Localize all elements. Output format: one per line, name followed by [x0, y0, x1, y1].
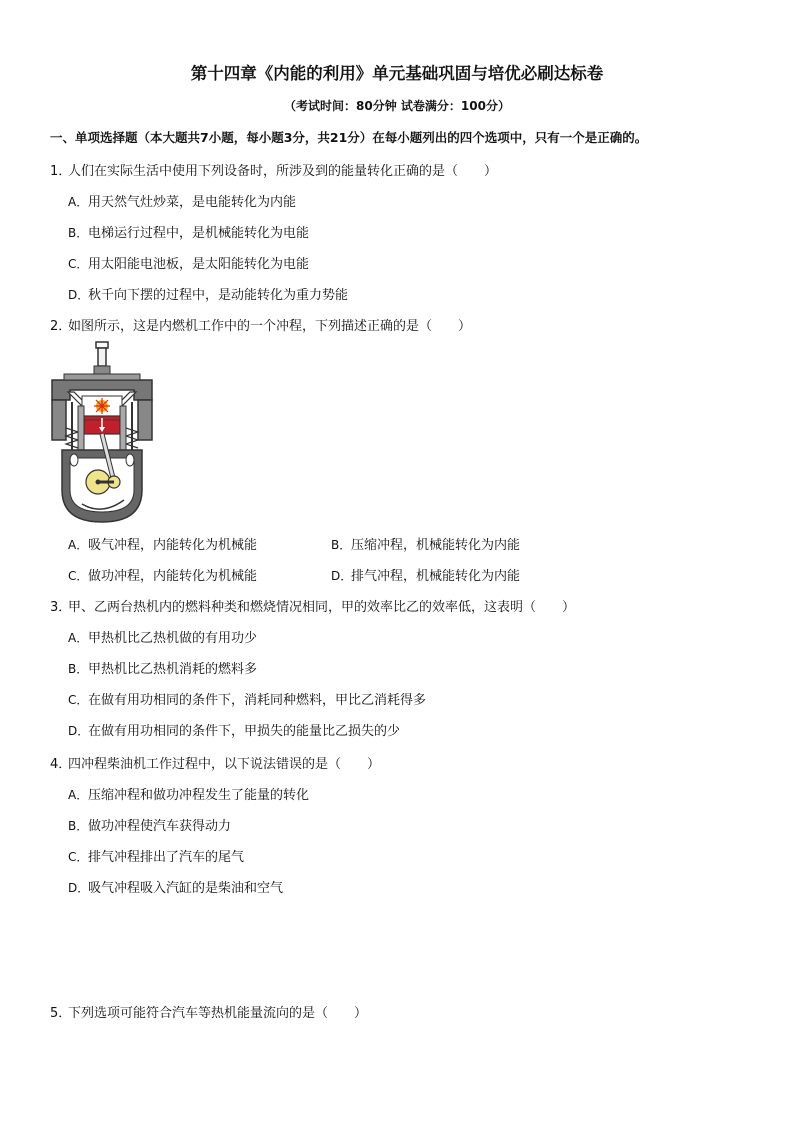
question-3-option-a: A．甲热机比乙热机做的有用功少	[68, 631, 258, 646]
question-stem: 甲、乙两台热机内的燃料种类和燃烧情况相同，甲的效率比乙的效率低，这表明（ ）	[68, 600, 576, 615]
engine-cylinder-diagram	[48, 340, 158, 525]
question-2-option-a: A．吸气冲程，内能转化为机械能	[68, 538, 258, 553]
question-2-option-b: B．压缩冲程，机械能转化为内能	[331, 538, 521, 553]
question-4-option-a: A．压缩冲程和做功冲程发生了能量的转化	[68, 788, 310, 803]
question-number: 2．	[50, 319, 72, 334]
question-1-option-c: C．用太阳能电池板，是太阳能转化为电能	[68, 257, 310, 272]
page-title: 第十四章《内能的利用》单元基础巩固与培优必刷达标卷	[190, 64, 604, 83]
question-4-option-c: C．排气冲程排出了汽车的尾气	[68, 850, 245, 865]
question-4-option-b: B．做功冲程使汽车获得动力	[68, 819, 232, 834]
question-2-option-c: C．做功冲程，内能转化为机械能	[68, 569, 258, 584]
question-1-option-b: B．电梯运行过程中，是机械能转化为电能	[68, 226, 310, 241]
question-stem: 下列选项可能符合汽车等热机能量流向的是（ ）	[68, 1006, 368, 1021]
question-3	[50, 596, 575, 615]
question-stem: 四冲程柴油机工作过程中，以下说法错误的是（ ）	[68, 757, 381, 772]
question-1	[50, 160, 497, 179]
question-5	[50, 1002, 367, 1021]
question-3-option-d: D．在做有用功相同的条件下，甲损失的能量比乙损失的少	[68, 724, 401, 739]
question-number: 4．	[50, 757, 72, 772]
question-1-option-a: A．用天然气灶炒菜，是电能转化为内能	[68, 195, 297, 210]
question-stem: 人们在实际生活中使用下列设备时，所涉及到的能量转化正确的是（ ）	[68, 164, 498, 179]
section-heading: 一、单项选择题（本大题共7小题，每小题3分，共21分）在每小题列出的四个选项中，只有一个是正确的。	[50, 130, 648, 145]
question-number: 1．	[50, 164, 72, 179]
question-2	[50, 315, 471, 334]
question-3-option-b: B．甲热机比乙热机消耗的燃料多	[68, 662, 258, 677]
question-4	[50, 753, 380, 772]
question-4-option-d: D．吸气冲程吸入汽缸的是柴油和空气	[68, 881, 284, 896]
question-1-option-d: D．秋千向下摆的过程中，是动能转化为重力势能	[68, 288, 349, 303]
question-number: 5．	[50, 1006, 72, 1021]
question-number: 3．	[50, 600, 72, 615]
question-stem: 如图所示，这是内燃机工作中的一个冲程，下列描述正确的是（ ）	[68, 319, 472, 334]
question-2-option-d: D．排气冲程，机械能转化为内能	[331, 569, 521, 584]
exam-info: （考试时间：80分钟 试卷满分：100分）	[284, 99, 510, 113]
question-3-option-c: C．在做有用功相同的条件下，消耗同种燃料，甲比乙消耗得多	[68, 693, 427, 708]
